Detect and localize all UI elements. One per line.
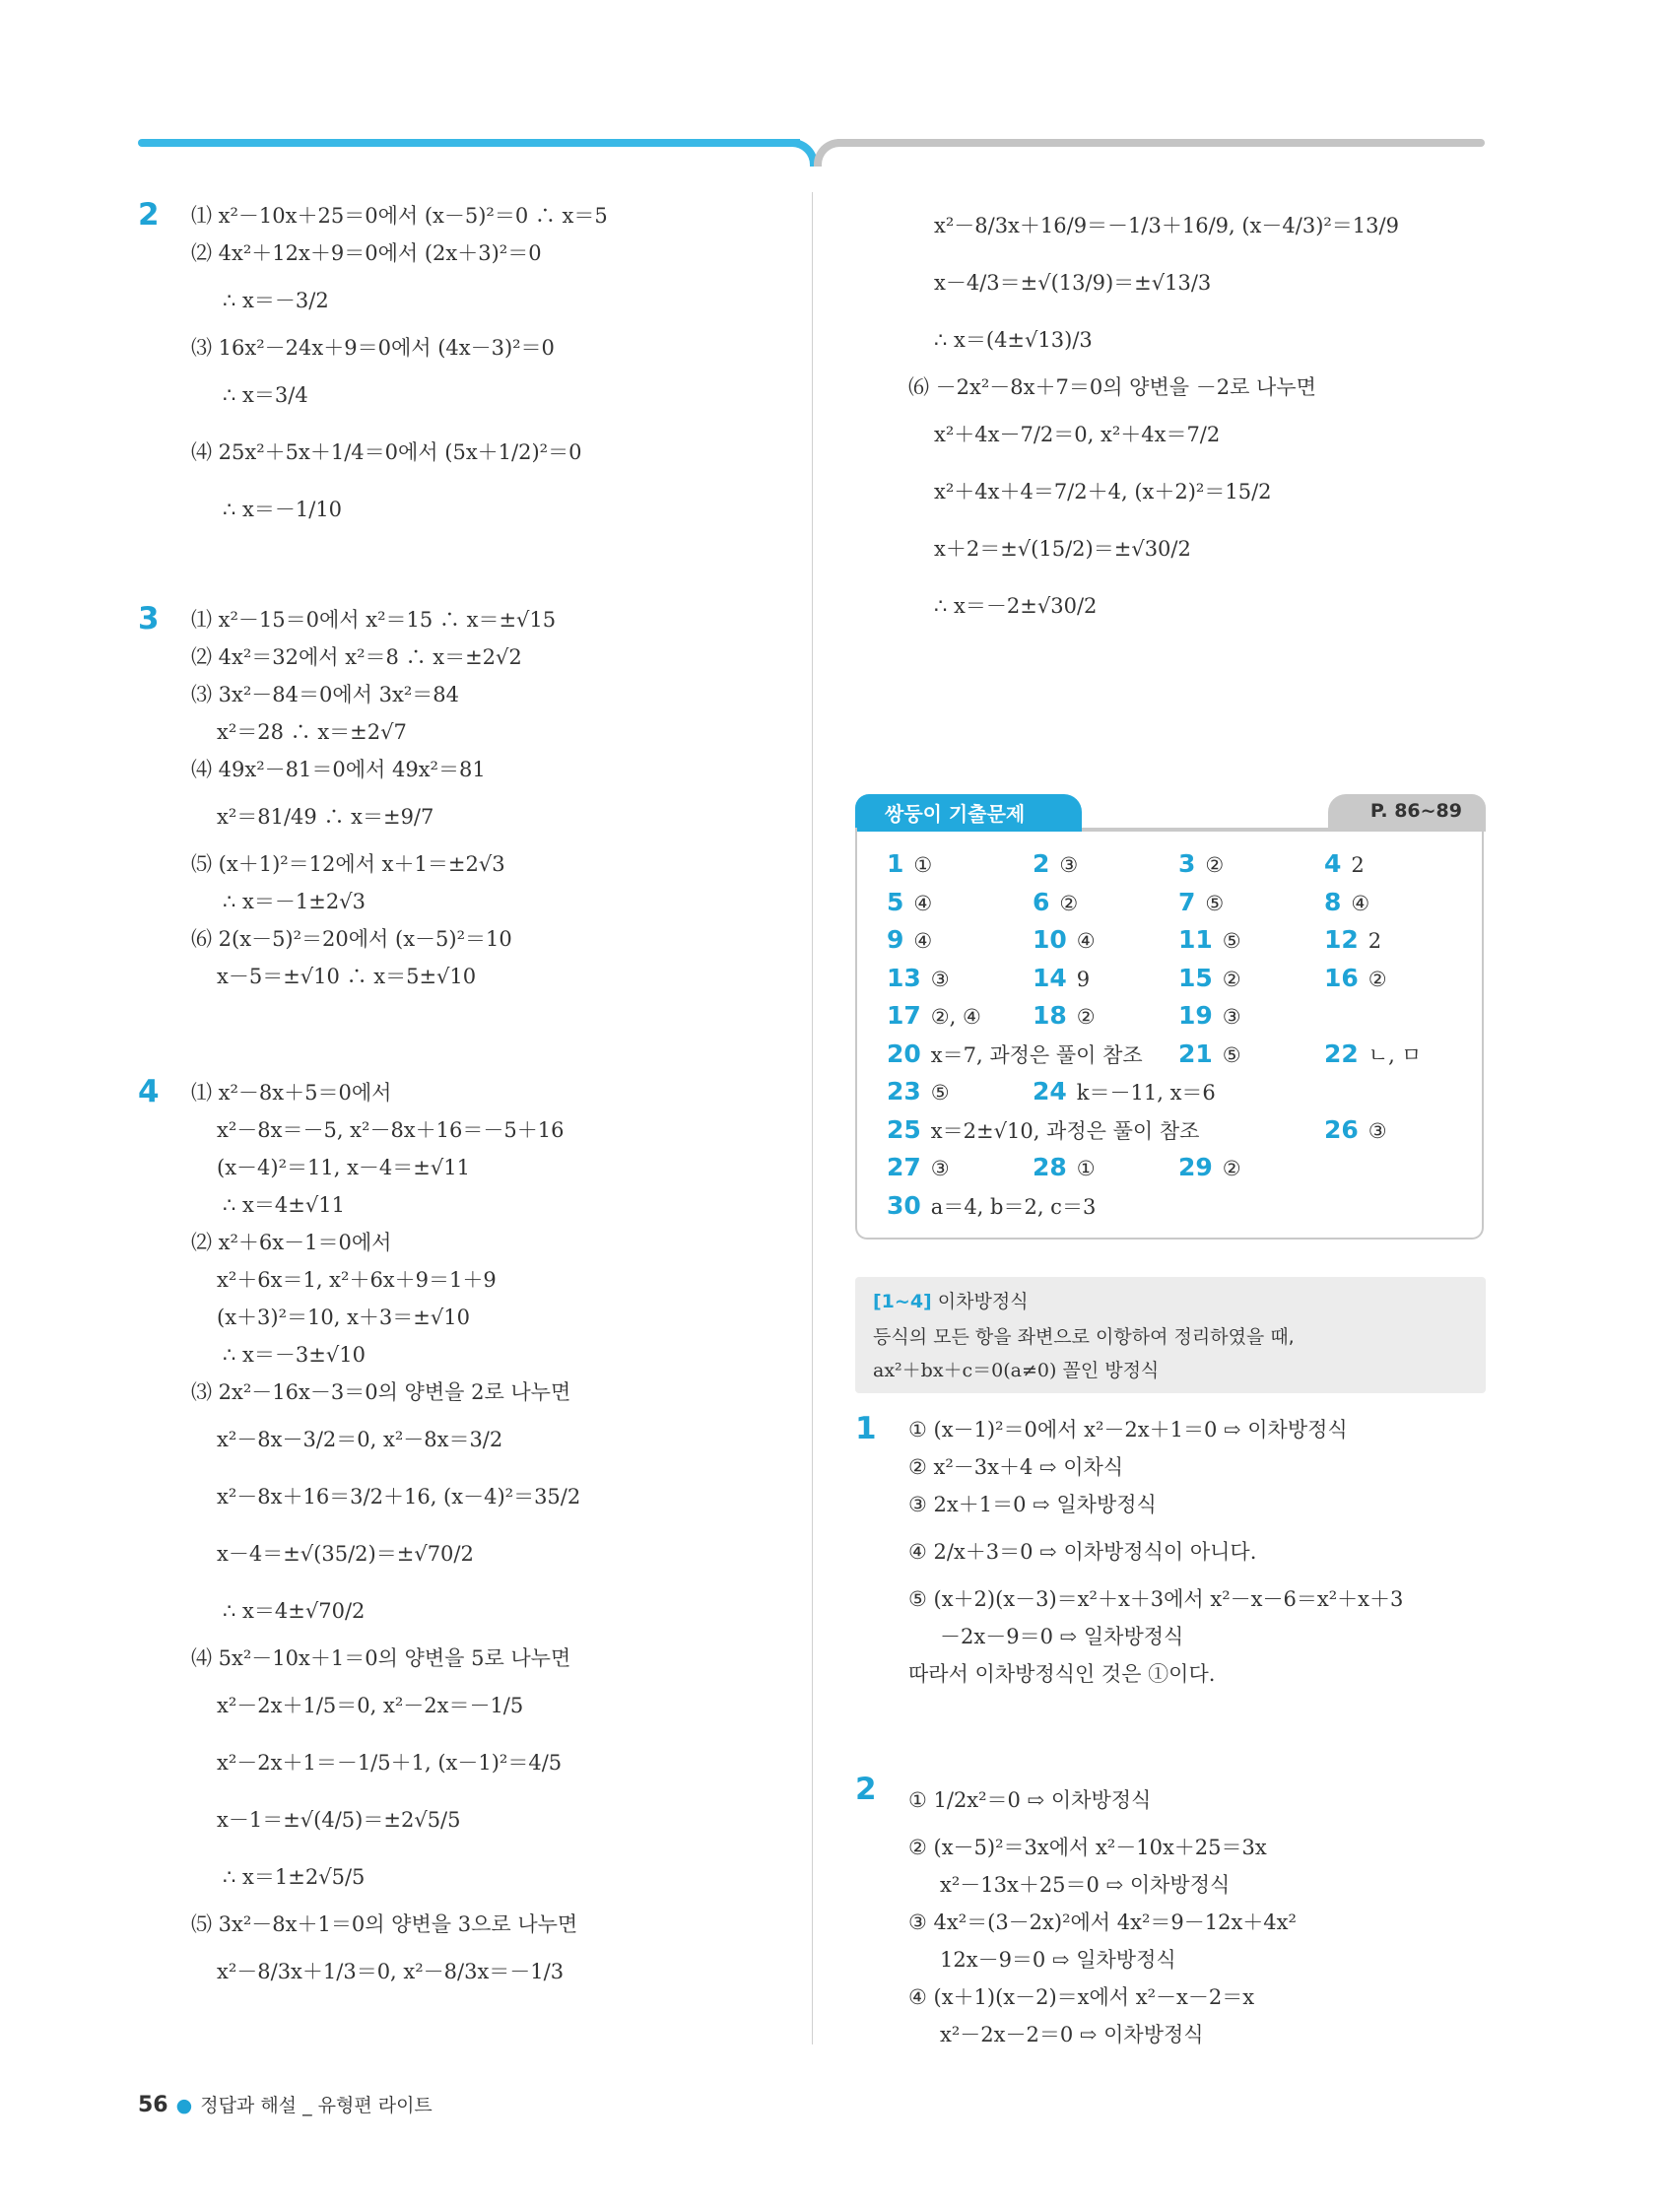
- answer-number: 1: [887, 849, 904, 878]
- solution-line: ⑷ 25x²＋5x＋1/4＝0에서 (5x＋1/2)²＝0: [191, 440, 582, 464]
- answer-number: 25: [887, 1114, 921, 1144]
- answer-item: [887, 1073, 950, 1111]
- solution-line: ④ (x＋1)(x－2)＝x에서 x²－x－2＝x: [908, 1985, 1255, 2009]
- solution-line: ∴ x＝4±√70/2: [223, 1599, 366, 1623]
- answer-row: [887, 1036, 1478, 1074]
- answer-value: ⑤: [930, 1081, 950, 1105]
- solution-line: ∴ x＝4±√11: [223, 1193, 345, 1217]
- answer-value: ②: [1368, 967, 1387, 991]
- solution-line: ① (x－1)²＝0에서 x²－2x＋1＝0 ⇨ 이차방정식: [908, 1418, 1348, 1441]
- solution-line: ⑵ x²＋6x－1＝0에서: [191, 1231, 392, 1254]
- concept-tag: [1~4]: [873, 1291, 932, 1312]
- answer-item: [1178, 845, 1224, 884]
- solution-line: ∴ x＝－3/2: [223, 289, 329, 312]
- answer-row: [887, 1187, 1478, 1226]
- solution-line: ⑴ x²－15＝0에서 x²＝15 ∴ x＝±√15: [191, 608, 557, 632]
- answer-row: [887, 921, 1478, 960]
- concept-box: [855, 1277, 1486, 1393]
- answer-value: x＝2±√10, 과정은 풀이 참조: [930, 1118, 1200, 1143]
- solution-line: ⑴ x²－8x＋5＝0에서: [191, 1081, 392, 1105]
- solution-line: 12x－9＝0 ⇨ 일차방정식: [940, 1948, 1176, 1972]
- answer-item: [887, 1111, 1199, 1150]
- solution-line: ⑹ －2x²－8x＋7＝0의 양변을 －2로 나누면: [908, 375, 1316, 399]
- problem-number: 2: [855, 1772, 877, 1807]
- answer-value: ③: [1368, 1118, 1387, 1143]
- answer-item: [887, 960, 950, 998]
- answer-value: ②: [1076, 1005, 1096, 1029]
- answer-item: [1033, 997, 1096, 1036]
- answer-value: ②: [1222, 1157, 1241, 1180]
- answer-value: ④: [1076, 929, 1096, 953]
- answer-table: [855, 828, 1484, 1240]
- answer-section-header: [855, 794, 1486, 832]
- answer-item: [887, 1036, 1143, 1074]
- answer-item: [1033, 884, 1078, 922]
- solution-line: ① 1/2x²＝0 ⇨ 이차방정식: [908, 1788, 1152, 1812]
- answer-value: 2: [1368, 929, 1382, 953]
- answer-number: 5: [887, 887, 904, 916]
- answer-item: [1033, 845, 1078, 884]
- answer-row: [887, 1149, 1478, 1187]
- solution-line: ⑶ 16x²－24x＋9＝0에서 (4x－3)²＝0: [191, 336, 555, 360]
- answer-number: 10: [1033, 925, 1067, 954]
- answer-value: ③: [1222, 1005, 1241, 1029]
- answer-item: [1178, 921, 1241, 960]
- solution-line: x－1＝±√(4/5)＝±2√5/5: [217, 1808, 461, 1832]
- answer-value: ④: [913, 929, 933, 953]
- answer-item: [1033, 921, 1096, 960]
- answer-number: 4: [1324, 849, 1342, 878]
- answer-number: 8: [1324, 887, 1342, 916]
- solution-line: x²－8/3x＋16/9＝－1/3＋16/9, (x－4/3)²＝13/9: [934, 214, 1399, 237]
- answer-item: [887, 845, 932, 884]
- solution-line: ⑶ 2x²－16x－3＝0의 양변을 2로 나누면: [191, 1380, 571, 1404]
- solution-line: x²＝28 ∴ x＝±2√7: [217, 720, 407, 744]
- header-bar-left: [138, 139, 800, 147]
- answer-number: 23: [887, 1077, 921, 1106]
- solution-line: ⑤ (x＋2)(x－3)＝x²＋x＋3에서 x²－x－6＝x²＋x＋3: [908, 1587, 1404, 1611]
- answer-item: [887, 921, 932, 960]
- answer-row: [887, 960, 1478, 998]
- answer-value: ③: [930, 967, 950, 991]
- answer-value: x＝7, 과정은 풀이 참조: [930, 1042, 1143, 1067]
- concept-heading: [873, 1287, 1029, 1313]
- solution-line: ② x²－3x＋4 ⇨ 이차식: [908, 1455, 1124, 1479]
- answer-item: [887, 1149, 950, 1187]
- answer-item: [1178, 884, 1224, 922]
- solution-line: ∴ x＝(4±√13)/3: [934, 328, 1093, 352]
- answer-row: [887, 845, 1478, 884]
- problem-number: 4: [138, 1074, 160, 1109]
- answer-number: 26: [1324, 1114, 1359, 1144]
- solution-line: x²－8/3x＋1/3＝0, x²－8/3x＝－1/3: [217, 1960, 565, 1983]
- answer-item: [1033, 960, 1090, 998]
- solution-line: x－4/3＝±√(13/9)＝±√13/3: [934, 271, 1212, 295]
- answer-value: a＝4, b＝2, c＝3: [930, 1194, 1097, 1219]
- answer-item: [1178, 1036, 1241, 1074]
- solution-line: ② (x－5)²＝3x에서 x²－10x＋25＝3x: [908, 1836, 1267, 1859]
- concept-topic: 이차방정식: [937, 1291, 1029, 1312]
- page-number: 56: [138, 2093, 168, 2117]
- solution-line: ⑸ 3x²－8x＋1＝0의 양변을 3으로 나누면: [191, 1912, 578, 1936]
- solution-line: x²＝81/49 ∴ x＝±9/7: [217, 805, 434, 829]
- solution-line: 따라서 이차방정식인 것은 ①이다.: [908, 1662, 1216, 1686]
- solution-line: ∴ x＝－2±√30/2: [934, 594, 1098, 618]
- section-title-tab: [855, 794, 1082, 832]
- solution-line: ⑶ 3x²－84＝0에서 3x²＝84: [191, 683, 459, 706]
- problem-solution: [855, 197, 1486, 635]
- solution-line: ∴ x＝1±2√5/5: [223, 1865, 366, 1889]
- answer-number: 6: [1033, 887, 1050, 916]
- answer-item: [887, 884, 932, 922]
- solution-line: ⑷ 49x²－81＝0에서 49x²＝81: [191, 758, 486, 781]
- answer-value: ⑤: [1222, 929, 1241, 953]
- section-title: 쌍둥이 기출문제: [885, 802, 1026, 826]
- page-footer: [138, 2091, 433, 2117]
- answer-value: ㄴ, ㅁ: [1368, 1042, 1422, 1067]
- answer-row: [887, 1073, 1478, 1111]
- answer-number: 28: [1033, 1153, 1067, 1181]
- answer-item: [1178, 997, 1241, 1036]
- answer-item: [1324, 845, 1365, 884]
- answer-number: 21: [1178, 1039, 1213, 1068]
- answer-number: 7: [1178, 887, 1196, 916]
- problem-solution: [138, 1074, 788, 2000]
- answer-item: [1324, 884, 1369, 922]
- solution-line: x²－13x＋25＝0 ⇨ 이차방정식: [940, 1873, 1231, 1897]
- problem-solution: [855, 1411, 1486, 1693]
- solution-line: ⑵ 4x²＝32에서 x²＝8 ∴ x＝±2√2: [191, 645, 522, 669]
- answer-row: [887, 884, 1478, 922]
- page-range-tab: [1328, 794, 1486, 832]
- answer-number: 24: [1033, 1077, 1067, 1106]
- solution-line: ∴ x＝－1/10: [223, 498, 343, 521]
- footer-text: 정답과 해설 _ 유형편 라이트: [200, 2095, 433, 2116]
- answer-value: ②: [1059, 891, 1079, 915]
- solution-line: ⑵ 4x²＋12x＋9＝0에서 (2x＋3)²＝0: [191, 241, 542, 265]
- answer-number: 2: [1033, 849, 1050, 878]
- column-divider: [812, 192, 813, 2044]
- answer-item: [1178, 960, 1241, 998]
- solution-line: ③ 2x＋1＝0 ⇨ 일차방정식: [908, 1493, 1157, 1516]
- answer-number: 9: [887, 925, 904, 954]
- header-bar-right: [837, 139, 1485, 147]
- solution-line: ④ 2/x＋3＝0 ⇨ 이차방정식이 아니다.: [908, 1540, 1257, 1564]
- answer-value: ③: [1059, 853, 1079, 877]
- answer-number: 29: [1178, 1153, 1213, 1181]
- solution-line: x²＋4x－7/2＝0, x²＋4x＝7/2: [934, 423, 1221, 446]
- answer-value: 9: [1076, 967, 1091, 991]
- solution-line: x²＋4x＋4＝7/2＋4, (x＋2)²＝15/2: [934, 480, 1272, 503]
- answer-number: 18: [1033, 1001, 1067, 1030]
- solution-line: x－5＝±√10 ∴ x＝5±√10: [217, 965, 477, 988]
- answer-item: [1324, 1111, 1387, 1150]
- solution-line: ∴ x＝－1±2√3: [223, 890, 366, 913]
- answer-item: [887, 997, 981, 1036]
- problem-number: 3: [138, 601, 160, 637]
- answer-number: 19: [1178, 1001, 1213, 1030]
- solution-line: ∴ x＝－3±√10: [223, 1343, 366, 1367]
- solution-line: x²＋6x＝1, x²＋6x＋9＝1＋9: [217, 1268, 497, 1292]
- solution-line: ⑸ (x＋1)²＝12에서 x＋1＝±2√3: [191, 852, 505, 876]
- answer-row: [887, 997, 1478, 1036]
- answer-number: 27: [887, 1153, 921, 1181]
- solution-line: x²－8x－3/2＝0, x²－8x＝3/2: [217, 1428, 503, 1451]
- answer-item: [1178, 1149, 1241, 1187]
- answer-item: [1033, 1149, 1096, 1187]
- solution-line: x²－2x－2＝0 ⇨ 이차방정식: [940, 2023, 1204, 2046]
- solution-line: x²－8x＝－5, x²－8x＋16＝－5＋16: [217, 1118, 565, 1142]
- answer-number: 30: [887, 1190, 921, 1220]
- solution-line: ⑹ 2(x－5)²＝20에서 (x－5)²＝10: [191, 927, 512, 951]
- answer-value: k＝－11, x＝6: [1076, 1081, 1216, 1105]
- answer-item: [1324, 921, 1381, 960]
- answer-number: 20: [887, 1039, 921, 1068]
- answer-value: ③: [930, 1157, 950, 1180]
- answer-item: [887, 1187, 1096, 1226]
- answer-number: 3: [1178, 849, 1196, 878]
- answer-number: 17: [887, 1001, 921, 1030]
- answer-value: ④: [1351, 891, 1370, 915]
- answer-number: 15: [1178, 963, 1213, 992]
- answer-item: [1324, 960, 1387, 998]
- answer-number: 12: [1324, 925, 1359, 954]
- answer-value: ②: [1205, 853, 1225, 877]
- answer-item: [1324, 1036, 1422, 1074]
- answer-number: 13: [887, 963, 921, 992]
- answer-number: 14: [1033, 963, 1067, 992]
- solution-line: ③ 4x²＝(3－2x)²에서 4x²＝9－12x＋4x²: [908, 1910, 1297, 1934]
- answer-number: 16: [1324, 963, 1359, 992]
- answer-value: 2: [1351, 853, 1365, 877]
- concept-line-1: 등식의 모든 항을 좌변으로 이항하여 정리하였을 때,: [873, 1326, 1295, 1348]
- solution-line: x＋2＝±√(15/2)＝±√30/2: [934, 537, 1191, 561]
- solution-line: ⑷ 5x²－10x＋1＝0의 양변을 5로 나누면: [191, 1646, 571, 1670]
- solution-line: x²－8x＋16＝3/2＋16, (x－4)²＝35/2: [217, 1485, 581, 1508]
- answer-value: ①: [1076, 1157, 1096, 1180]
- solution-line: －2x－9＝0 ⇨ 일차방정식: [940, 1625, 1184, 1648]
- concept-line-2: ax²＋bx＋c＝0(a≠0) 꼴인 방정식: [873, 1360, 1160, 1381]
- answer-value: ②: [1222, 967, 1241, 991]
- bullet-icon: ●: [175, 2095, 193, 2116]
- answer-number: 22: [1324, 1039, 1359, 1068]
- problem-solution: [855, 1772, 1486, 2053]
- solution-line: (x＋3)²＝10, x＋3＝±√10: [217, 1306, 470, 1329]
- solution-line: (x－4)²＝11, x－4＝±√11: [217, 1156, 470, 1179]
- answer-value: ⑤: [1222, 1042, 1241, 1067]
- answer-row: [887, 1111, 1478, 1150]
- problem-solution: [138, 601, 788, 995]
- problem-solution: [138, 197, 788, 538]
- answer-value: ②, ④: [930, 1005, 981, 1029]
- problem-number: 1: [855, 1411, 877, 1446]
- answer-item: [1033, 1073, 1216, 1111]
- answer-value: ④: [913, 891, 933, 915]
- answer-number: 11: [1178, 925, 1213, 954]
- solution-line: ⑴ x²－10x＋25＝0에서 (x－5)²＝0 ∴ x＝5: [191, 204, 608, 228]
- solution-line: ∴ x＝3/4: [223, 383, 308, 407]
- answer-value: ⑤: [1205, 891, 1225, 915]
- answer-value: ①: [913, 853, 933, 877]
- page-range: P. 86~89: [1369, 800, 1462, 822]
- answer-grid: [887, 845, 1478, 1225]
- solution-line: x²－2x＋1＝－1/5＋1, (x－1)²＝4/5: [217, 1751, 563, 1775]
- solution-line: x²－2x＋1/5＝0, x²－2x＝－1/5: [217, 1694, 524, 1717]
- solution-line: x－4＝±√(35/2)＝±√70/2: [217, 1542, 474, 1566]
- problem-number: 2: [138, 197, 160, 233]
